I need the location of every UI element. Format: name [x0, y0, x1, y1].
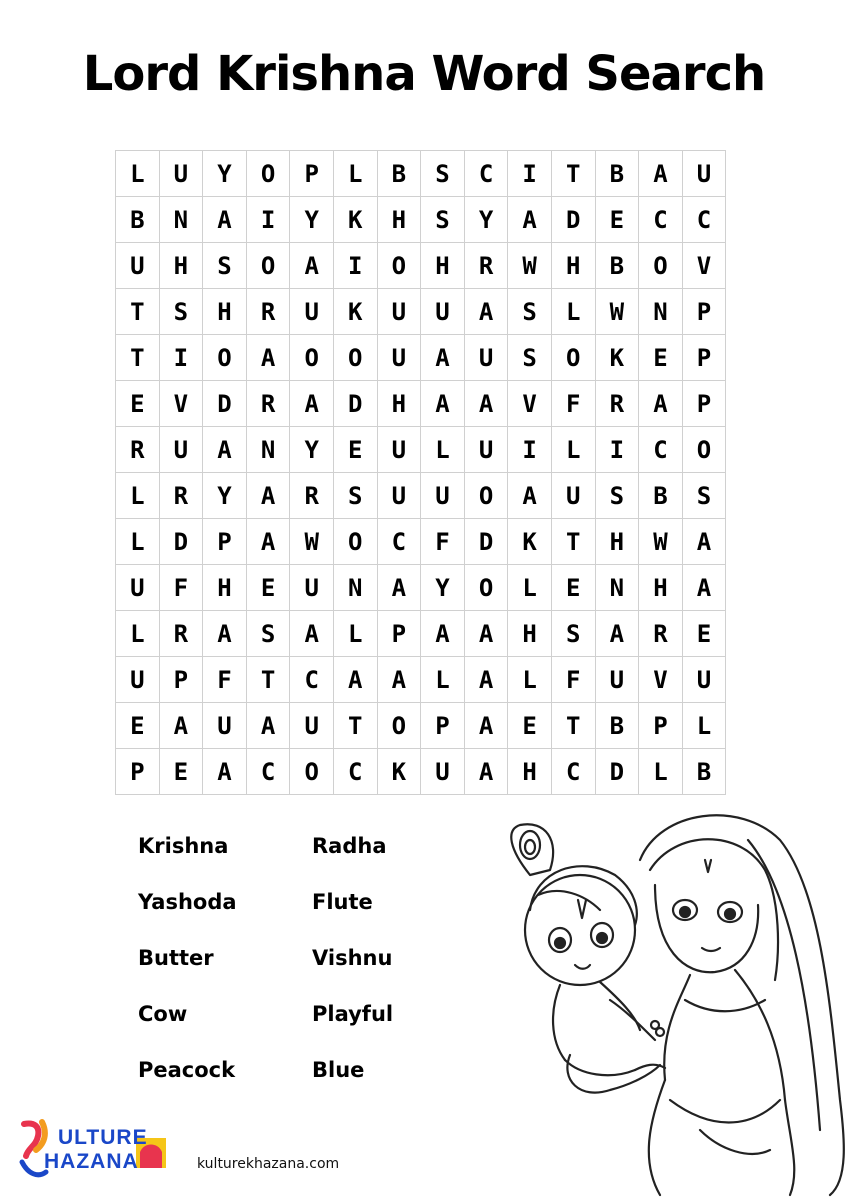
- grid-cell: S: [508, 289, 552, 335]
- grid-cell: S: [160, 289, 204, 335]
- grid-cell: P: [290, 151, 334, 197]
- grid-cell: U: [203, 703, 247, 749]
- grid-cell: L: [116, 519, 160, 565]
- grid-cell: C: [639, 197, 683, 243]
- logo-text-line1: ULTURE: [58, 1126, 148, 1149]
- grid-cell: A: [290, 611, 334, 657]
- grid-cell: S: [552, 611, 596, 657]
- grid-cell: H: [378, 381, 422, 427]
- grid-cell: V: [683, 243, 727, 289]
- grid-cell: I: [508, 151, 552, 197]
- grid-cell: A: [639, 151, 683, 197]
- grid-cell: U: [116, 565, 160, 611]
- grid-cell: R: [290, 473, 334, 519]
- grid-cell: A: [683, 519, 727, 565]
- grid-cell: E: [334, 427, 378, 473]
- grid-cell: F: [160, 565, 204, 611]
- grid-cell: F: [552, 381, 596, 427]
- grid-cell: U: [421, 749, 465, 795]
- grid-cell: L: [508, 565, 552, 611]
- grid-cell: R: [465, 243, 509, 289]
- grid-cell: K: [334, 289, 378, 335]
- grid-cell: F: [552, 657, 596, 703]
- grid-cell: V: [508, 381, 552, 427]
- grid-cell: E: [639, 335, 683, 381]
- grid-cell: H: [203, 565, 247, 611]
- grid-cell: I: [160, 335, 204, 381]
- grid-cell: U: [378, 335, 422, 381]
- grid-cell: S: [334, 473, 378, 519]
- grid-cell: P: [203, 519, 247, 565]
- grid-cell: D: [465, 519, 509, 565]
- word-search-grid: [115, 150, 726, 795]
- grid-cell: A: [465, 381, 509, 427]
- word-list-item: Krishna: [138, 834, 229, 858]
- word-list-item: Blue: [312, 1058, 365, 1082]
- grid-cell: C: [334, 749, 378, 795]
- grid-cell: B: [683, 749, 727, 795]
- grid-cell: H: [160, 243, 204, 289]
- grid-cell: O: [290, 335, 334, 381]
- grid-cell: O: [203, 335, 247, 381]
- grid-cell: A: [465, 289, 509, 335]
- grid-cell: F: [203, 657, 247, 703]
- grid-cell: O: [334, 335, 378, 381]
- grid-cell: V: [639, 657, 683, 703]
- grid-cell: E: [683, 611, 727, 657]
- grid-cell: O: [465, 565, 509, 611]
- grid-cell: U: [378, 289, 422, 335]
- grid-cell: P: [639, 703, 683, 749]
- grid-cell: L: [421, 427, 465, 473]
- word-list-item: Peacock: [138, 1058, 236, 1082]
- grid-cell: E: [552, 565, 596, 611]
- grid-cell: Y: [465, 197, 509, 243]
- grid-cell: P: [160, 657, 204, 703]
- grid-cell: D: [334, 381, 378, 427]
- grid-cell: L: [421, 657, 465, 703]
- grid-cell: E: [116, 703, 160, 749]
- grid-cell: H: [508, 611, 552, 657]
- grid-cell: H: [552, 243, 596, 289]
- grid-cell: O: [247, 151, 291, 197]
- grid-cell: U: [116, 657, 160, 703]
- grid-cell: L: [116, 151, 160, 197]
- grid-cell: D: [552, 197, 596, 243]
- grid-cell: T: [552, 703, 596, 749]
- logo-text-line2: HAZANA: [44, 1150, 139, 1173]
- grid-cell: U: [160, 151, 204, 197]
- grid-cell: L: [334, 611, 378, 657]
- grid-cell: B: [378, 151, 422, 197]
- grid-cell: N: [334, 565, 378, 611]
- grid-cell: U: [683, 151, 727, 197]
- grid-cell: Y: [290, 427, 334, 473]
- grid-cell: O: [465, 473, 509, 519]
- grid-cell: A: [508, 197, 552, 243]
- grid-cell: W: [639, 519, 683, 565]
- grid-cell: U: [160, 427, 204, 473]
- grid-cell: B: [596, 151, 640, 197]
- word-list-item: Flute: [312, 890, 373, 914]
- grid-cell: U: [596, 657, 640, 703]
- grid-cell: I: [508, 427, 552, 473]
- grid-cell: S: [247, 611, 291, 657]
- grid-cell: L: [683, 703, 727, 749]
- grid-cell: U: [552, 473, 596, 519]
- grid-cell: Y: [290, 197, 334, 243]
- grid-cell: T: [116, 289, 160, 335]
- krishna-yashoda-illustration: [490, 800, 848, 1200]
- grid-cell: U: [465, 335, 509, 381]
- grid-cell: B: [116, 197, 160, 243]
- grid-cell: R: [160, 473, 204, 519]
- word-list-item: Yashoda: [138, 890, 237, 914]
- grid-cell: H: [203, 289, 247, 335]
- grid-cell: H: [421, 243, 465, 289]
- grid-cell: A: [334, 657, 378, 703]
- grid-cell: N: [596, 565, 640, 611]
- grid-cell: A: [421, 611, 465, 657]
- grid-cell: R: [247, 289, 291, 335]
- grid-cell: R: [596, 381, 640, 427]
- grid-cell: R: [639, 611, 683, 657]
- grid-cell: S: [421, 151, 465, 197]
- grid-cell: K: [334, 197, 378, 243]
- grid-cell: A: [508, 473, 552, 519]
- grid-cell: A: [247, 335, 291, 381]
- grid-cell: C: [378, 519, 422, 565]
- grid-cell: U: [378, 427, 422, 473]
- grid-cell: R: [160, 611, 204, 657]
- grid-cell: L: [639, 749, 683, 795]
- grid-cell: E: [247, 565, 291, 611]
- grid-cell: N: [247, 427, 291, 473]
- grid-cell: O: [683, 427, 727, 473]
- grid-cell: A: [421, 381, 465, 427]
- kulture-khazana-logo: [18, 1116, 178, 1186]
- page-title: Lord Krishna Word Search: [82, 46, 766, 102]
- grid-cell: A: [290, 243, 334, 289]
- grid-cell: L: [116, 611, 160, 657]
- grid-cell: A: [596, 611, 640, 657]
- grid-cell: I: [596, 427, 640, 473]
- grid-cell: O: [247, 243, 291, 289]
- grid-cell: C: [290, 657, 334, 703]
- grid-cell: T: [247, 657, 291, 703]
- grid-cell: E: [160, 749, 204, 795]
- grid-cell: V: [160, 381, 204, 427]
- grid-cell: O: [290, 749, 334, 795]
- grid-cell: T: [552, 151, 596, 197]
- grid-cell: K: [596, 335, 640, 381]
- grid-cell: I: [334, 243, 378, 289]
- grid-cell: L: [334, 151, 378, 197]
- grid-cell: A: [247, 519, 291, 565]
- word-list-item: Radha: [312, 834, 387, 858]
- grid-cell: L: [116, 473, 160, 519]
- grid-cell: A: [378, 565, 422, 611]
- grid-cell: L: [508, 657, 552, 703]
- grid-cell: U: [683, 657, 727, 703]
- grid-cell: U: [290, 703, 334, 749]
- grid-cell: C: [247, 749, 291, 795]
- grid-cell: P: [378, 611, 422, 657]
- grid-cell: C: [639, 427, 683, 473]
- grid-cell: Y: [203, 473, 247, 519]
- grid-cell: P: [683, 289, 727, 335]
- grid-cell: O: [552, 335, 596, 381]
- word-list-item: Vishnu: [312, 946, 393, 970]
- grid-cell: T: [552, 519, 596, 565]
- grid-cell: K: [508, 519, 552, 565]
- word-list-item: Cow: [138, 1002, 188, 1026]
- grid-cell: B: [596, 703, 640, 749]
- website-url[interactable]: kulturekhazana.com: [197, 1156, 340, 1172]
- grid-cell: A: [247, 703, 291, 749]
- grid-cell: D: [203, 381, 247, 427]
- grid-cell: O: [378, 703, 422, 749]
- grid-cell: A: [378, 657, 422, 703]
- grid-cell: W: [596, 289, 640, 335]
- grid-cell: H: [639, 565, 683, 611]
- grid-cell: S: [596, 473, 640, 519]
- grid-cell: Y: [203, 151, 247, 197]
- grid-cell: C: [683, 197, 727, 243]
- grid-cell: U: [421, 473, 465, 519]
- grid-cell: P: [683, 381, 727, 427]
- grid-cell: A: [421, 335, 465, 381]
- grid-cell: K: [378, 749, 422, 795]
- grid-cell: N: [639, 289, 683, 335]
- grid-cell: T: [116, 335, 160, 381]
- grid-cell: U: [290, 565, 334, 611]
- grid-cell: T: [334, 703, 378, 749]
- grid-cell: P: [683, 335, 727, 381]
- grid-cell: A: [203, 427, 247, 473]
- grid-cell: U: [421, 289, 465, 335]
- grid-cell: C: [552, 749, 596, 795]
- grid-cell: A: [465, 703, 509, 749]
- grid-cell: S: [508, 335, 552, 381]
- grid-cell: W: [290, 519, 334, 565]
- grid-cell: O: [639, 243, 683, 289]
- grid-cell: R: [116, 427, 160, 473]
- grid-cell: L: [552, 427, 596, 473]
- grid-cell: A: [203, 611, 247, 657]
- grid-cell: A: [465, 749, 509, 795]
- word-list-item: Playful: [312, 1002, 394, 1026]
- grid-cell: P: [421, 703, 465, 749]
- grid-cell: H: [378, 197, 422, 243]
- grid-cell: E: [116, 381, 160, 427]
- grid-cell: N: [160, 197, 204, 243]
- grid-cell: A: [203, 197, 247, 243]
- grid-cell: A: [247, 473, 291, 519]
- grid-cell: B: [596, 243, 640, 289]
- word-list-item: Butter: [138, 946, 214, 970]
- grid-cell: S: [421, 197, 465, 243]
- grid-cell: R: [247, 381, 291, 427]
- grid-cell: A: [465, 657, 509, 703]
- grid-cell: S: [683, 473, 727, 519]
- word-list: [138, 830, 458, 1110]
- grid-cell: P: [116, 749, 160, 795]
- grid-cell: C: [465, 151, 509, 197]
- grid-cell: A: [290, 381, 334, 427]
- grid-cell: E: [508, 703, 552, 749]
- grid-cell: U: [290, 289, 334, 335]
- grid-cell: O: [378, 243, 422, 289]
- grid-cell: H: [596, 519, 640, 565]
- grid-cell: H: [508, 749, 552, 795]
- grid-cell: U: [378, 473, 422, 519]
- grid-cell: E: [596, 197, 640, 243]
- grid-cell: I: [247, 197, 291, 243]
- grid-cell: U: [465, 427, 509, 473]
- grid-cell: U: [116, 243, 160, 289]
- grid-cell: L: [552, 289, 596, 335]
- grid-cell: A: [683, 565, 727, 611]
- grid-cell: B: [639, 473, 683, 519]
- grid-cell: W: [508, 243, 552, 289]
- grid-cell: A: [160, 703, 204, 749]
- grid-cell: A: [203, 749, 247, 795]
- grid-cell: D: [160, 519, 204, 565]
- grid-cell: A: [465, 611, 509, 657]
- grid-cell: D: [596, 749, 640, 795]
- grid-cell: A: [639, 381, 683, 427]
- grid-cell: O: [334, 519, 378, 565]
- grid-cell: F: [421, 519, 465, 565]
- grid-cell: S: [203, 243, 247, 289]
- grid-cell: Y: [421, 565, 465, 611]
